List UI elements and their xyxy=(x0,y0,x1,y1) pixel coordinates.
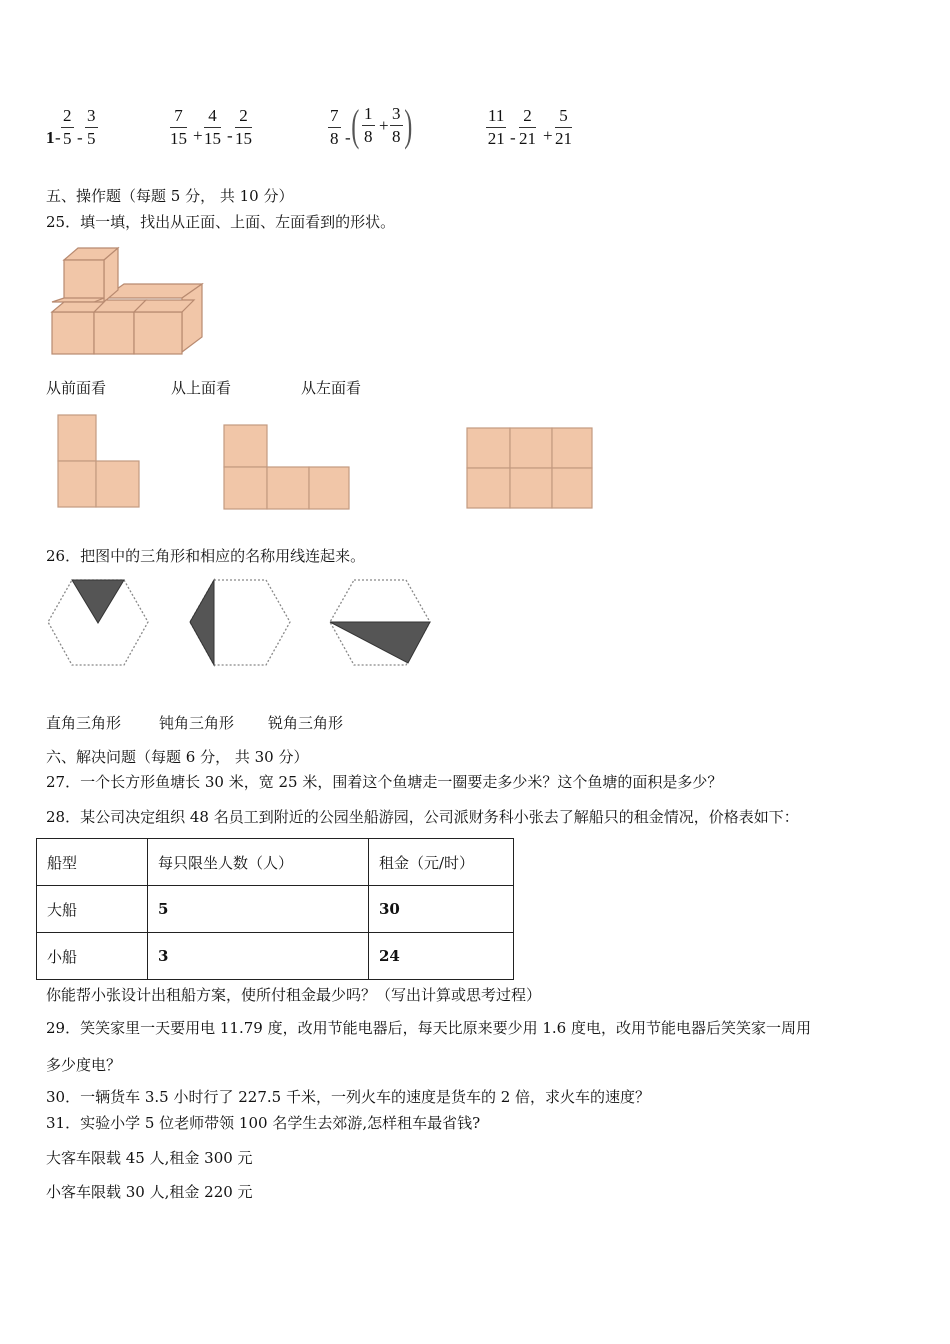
table-cell: 24 xyxy=(369,933,514,980)
denominator: 8 xyxy=(330,129,339,148)
fraction xyxy=(486,106,506,149)
operator: - xyxy=(345,128,351,147)
fraction xyxy=(555,106,572,149)
section-title: 六、解决问题（每题 6 分， 共 30 分） xyxy=(46,748,309,766)
table-header-row xyxy=(37,839,514,886)
question-28-ask: 你能帮小张设计出租船方案，使所付租金最少吗？（写出计算或思考过程） xyxy=(46,986,542,1004)
table-header-cell: 船型 xyxy=(37,839,148,886)
view-shape-1 xyxy=(55,413,145,511)
table-cell: 5 xyxy=(148,886,369,933)
numerator: 4 xyxy=(208,106,217,125)
denominator: 5 xyxy=(63,129,72,148)
operator: + xyxy=(193,126,203,145)
fraction xyxy=(61,106,74,149)
numerator: 2 xyxy=(523,106,532,125)
denominator: 21 xyxy=(555,129,572,148)
hexagon-triangle-3 xyxy=(328,578,432,668)
big-bus-info: 大客车限载 45 人,租金 300 元 xyxy=(46,1149,253,1167)
view-label-top: 从上面看 xyxy=(171,379,232,397)
operator: - xyxy=(55,128,61,147)
question-27: 27．一个长方形鱼塘长 30 米，宽 25 米，围着这个鱼塘走一圈要走多少米？这个鱼塘的面积是多少？ xyxy=(46,773,723,791)
table-cell: 30 xyxy=(369,886,514,933)
fraction xyxy=(519,106,536,149)
denominator: 8 xyxy=(392,127,401,146)
numerator: 2 xyxy=(63,106,72,125)
denominator: 21 xyxy=(487,129,505,148)
fraction xyxy=(170,106,187,149)
table-header-cell: 租金（元/时） xyxy=(369,839,514,886)
numerator: 2 xyxy=(239,106,248,125)
question-29: 29．笑笑家里一天要用电 11.79 度，改用节能电器后，每天比原来要少用 1.6 度电，改用节能电器后笑笑家一周用 xyxy=(46,1019,811,1037)
table-cell: 3 xyxy=(148,933,369,980)
fraction xyxy=(235,106,252,149)
view-label-front: 从前面看 xyxy=(46,379,107,397)
triangle-name-obtuse: 钝角三角形 xyxy=(159,714,235,732)
denominator: 5 xyxy=(87,129,96,148)
numerator: 7 xyxy=(330,106,339,125)
fraction xyxy=(362,104,375,147)
denominator: 8 xyxy=(364,127,373,146)
lead-number: 1 xyxy=(46,128,55,147)
fraction xyxy=(328,106,341,149)
denominator: 15 xyxy=(170,129,187,148)
hexagon-triangle-1 xyxy=(46,578,150,668)
operator: - xyxy=(77,128,83,147)
hexagon-triangle-2 xyxy=(188,578,292,668)
table-cell: 小船 xyxy=(37,933,148,980)
boat-rent-table xyxy=(36,838,514,980)
question-31: 31．实验小学 5 位老师带领 100 名学生去郊游,怎样租车最省钱? xyxy=(46,1114,481,1132)
left-paren: ( xyxy=(351,101,360,150)
operator: - xyxy=(510,128,516,147)
numerator: 3 xyxy=(392,104,401,123)
table-row xyxy=(37,886,514,933)
view-label-left: 从左面看 xyxy=(301,379,362,397)
cube-stack-figure xyxy=(44,240,214,360)
triangle-name-right: 直角三角形 xyxy=(46,714,122,732)
question-26: 26．把图中的三角形和相应的名称用线连起来。 xyxy=(46,547,366,565)
numerator: 3 xyxy=(87,106,96,125)
table-cell: 大船 xyxy=(37,886,148,933)
operator: - xyxy=(227,126,233,145)
fraction xyxy=(85,106,98,149)
view-shape-2 xyxy=(222,423,354,513)
question-28: 28．某公司决定组织 48 名员工到附近的公园坐船游园，公司派财务科小张去了解船只的租金情况，价格表如下： xyxy=(46,808,799,826)
fraction xyxy=(204,106,221,149)
section-title: 五、操作题（每题 5 分， 共 10 分） xyxy=(46,187,294,205)
table-header-cell: 每只限坐人数（人） xyxy=(148,839,369,886)
fraction xyxy=(390,104,403,147)
denominator: 21 xyxy=(519,129,536,148)
operator: + xyxy=(543,126,553,145)
small-bus-info: 小客车限载 30 人,租金 220 元 xyxy=(46,1183,253,1201)
table-row xyxy=(37,933,514,980)
numerator: 7 xyxy=(174,106,183,125)
numerator: 5 xyxy=(559,106,568,125)
denominator: 15 xyxy=(235,129,252,148)
numerator: 11 xyxy=(488,106,505,125)
triangle-name-acute: 锐角三角形 xyxy=(268,714,344,732)
right-paren: ) xyxy=(404,101,413,150)
question-30: 30．一辆货车 3.5 小时行了 227.5 千米，一列火车的速度是货车的 2 倍，求火车的速度？ xyxy=(46,1088,651,1106)
operator: + xyxy=(379,116,389,135)
question-25: 25．填一填，找出从正面、上面、左面看到的形状。 xyxy=(46,213,396,231)
question-29-cont: 多少度电？ xyxy=(46,1056,122,1074)
denominator: 15 xyxy=(204,129,221,148)
view-shape-3 xyxy=(465,426,597,512)
numerator: 1 xyxy=(364,104,373,123)
